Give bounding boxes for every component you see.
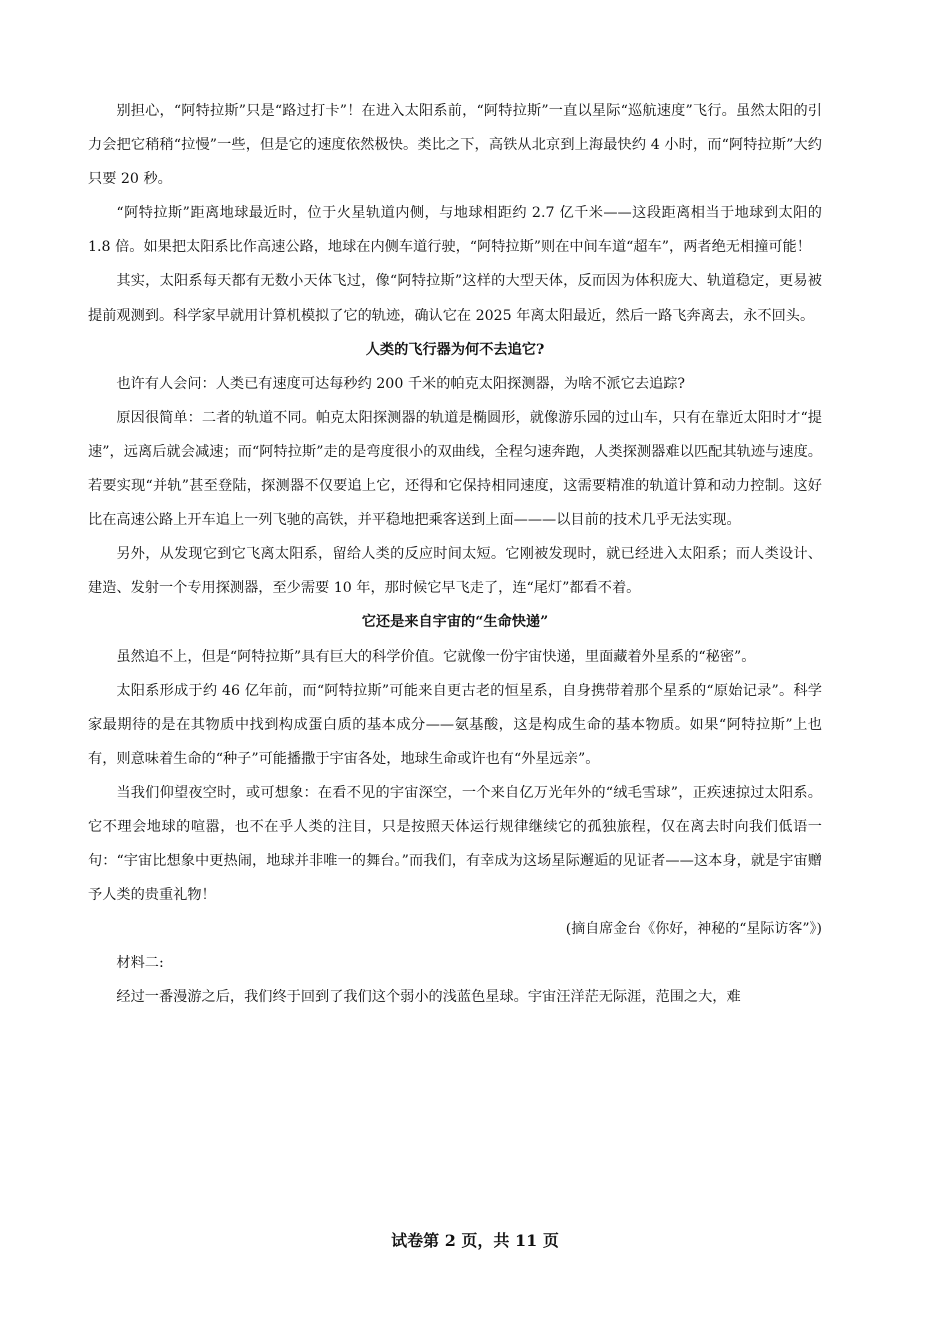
paragraph: 太阳系形成于约 46 亿年前，而“阿特拉斯”可能来自更古老的恒星系，自身携带着那个星系的“原始记录”。科学家最期待的是在其物质中找到构成蛋白质的基本成分——氨基酸，这是构成生命的基本物质。如果“阿特拉斯”上也有，则意味着生命的“种子”可能播撒于宇宙各处，地球生命或许也有“外星远亲”。 (88, 682, 822, 767)
paragraph: 另外，从发现它到它飞离太阳系，留给人类的反应时间太短。它刚被发现时，就已经进入太阳系；而人类设计、建造、发射一个专用探测器，至少需要 10 年，那时候它早飞走了，连“尾灯”都看不着。 (88, 546, 822, 597)
paragraph: 也许有人会问：人类已有速度可达每秒约 200 千米的帕克太阳探测器，为啥不派它去追踪? (116, 375, 686, 392)
section-heading: 人类的飞行器为何不去追它? (365, 341, 545, 358)
paragraph: 原因很简单：二者的轨道不同。帕克太阳探测器的轨道是椭圆形，就像游乐园的过山车，只有在靠近太阳时才“提速”，远离后就会减速；而“阿特拉斯”走的是弯度很小的双曲线，全程匀速奔跑，人类探测器难以匹配其轨迹与速度。若要实现“并轨”甚至登陆，探测器不仅要追上它，还得和它保持相同速度，这需要精准的轨道计算和动力控制。这好比在高速公路上开车追上一列飞驰的高铁，并平稳地把乘客送到上面———以目前的技术几乎无法实现。 (88, 409, 822, 529)
section-heading: 它还是来自宇宙的“生命快递” (361, 614, 549, 631)
paragraph: 别担心，“阿特拉斯”只是“路过打卡”！在进入太阳系前，“阿特拉斯”一直以星际“巡航速度”飞行。虽然太阳的引力会把它稍稍“拉慢”一些，但是它的速度依然极快。类比之下，高铁从北京到上海最快约 4 小时，而“阿特拉斯”大约只要 20 秒。 (88, 103, 822, 188)
paragraph: 其实，太阳系每天都有无数小天体飞过，像“阿特拉斯”这样的大型天体，反而因为体积庞大、轨道稳定，更易被提前观测到。科学家早就用计算机模拟了它的轨迹，确认它在 2025 年离太阳最近，然后一路飞奔离去，永不回头。 (88, 273, 822, 324)
material-label: 材料二: (116, 955, 164, 972)
page-footer: 试卷第 2 页，共 11 页 (391, 1231, 559, 1250)
source-citation: (摘自席金台《你好，神秘的“星际访客”》) (565, 921, 822, 938)
paragraph: 当我们仰望夜空时，或可想象：在看不见的宇宙深空，一个来自亿万光年外的“绒毛雪球”，正疾速掠过太阳系。它不理会地球的喧嚣，也不在乎人类的注目，只是按照天体运行规律继续它的孤独旅程，仅在离去时向我们低语一句：“宇宙比想象中更热闹，地球并非唯一的舞台。”而我们，有幸成为这场星际邂逅的见证者——这本身，就是宇宙赠予人类的贵重礼物！ (88, 784, 822, 904)
paragraph: 经过一番漫游之后，我们终于回到了我们这个弱小的浅蓝色星球。宇宙汪洋茫无际涯，范围之大，难 (116, 989, 741, 1006)
article-body (88, 94, 822, 1015)
paragraph: “阿特拉斯”距离地球最近时，位于火星轨道内侧，与地球相距约 2.7 亿千米——这段距离相当于地球到太阳的 1.8 倍。如果把太阳系比作高速公路，地球在内侧车道行驶，“阿特拉斯”则在中间车道“超车”，两者绝无相撞可能！ (88, 205, 822, 256)
paragraph: 虽然追不上，但是“阿特拉斯”具有巨大的科学价值。它就像一份宇宙快递，里面藏着外星系的“秘密”。 (116, 648, 756, 665)
